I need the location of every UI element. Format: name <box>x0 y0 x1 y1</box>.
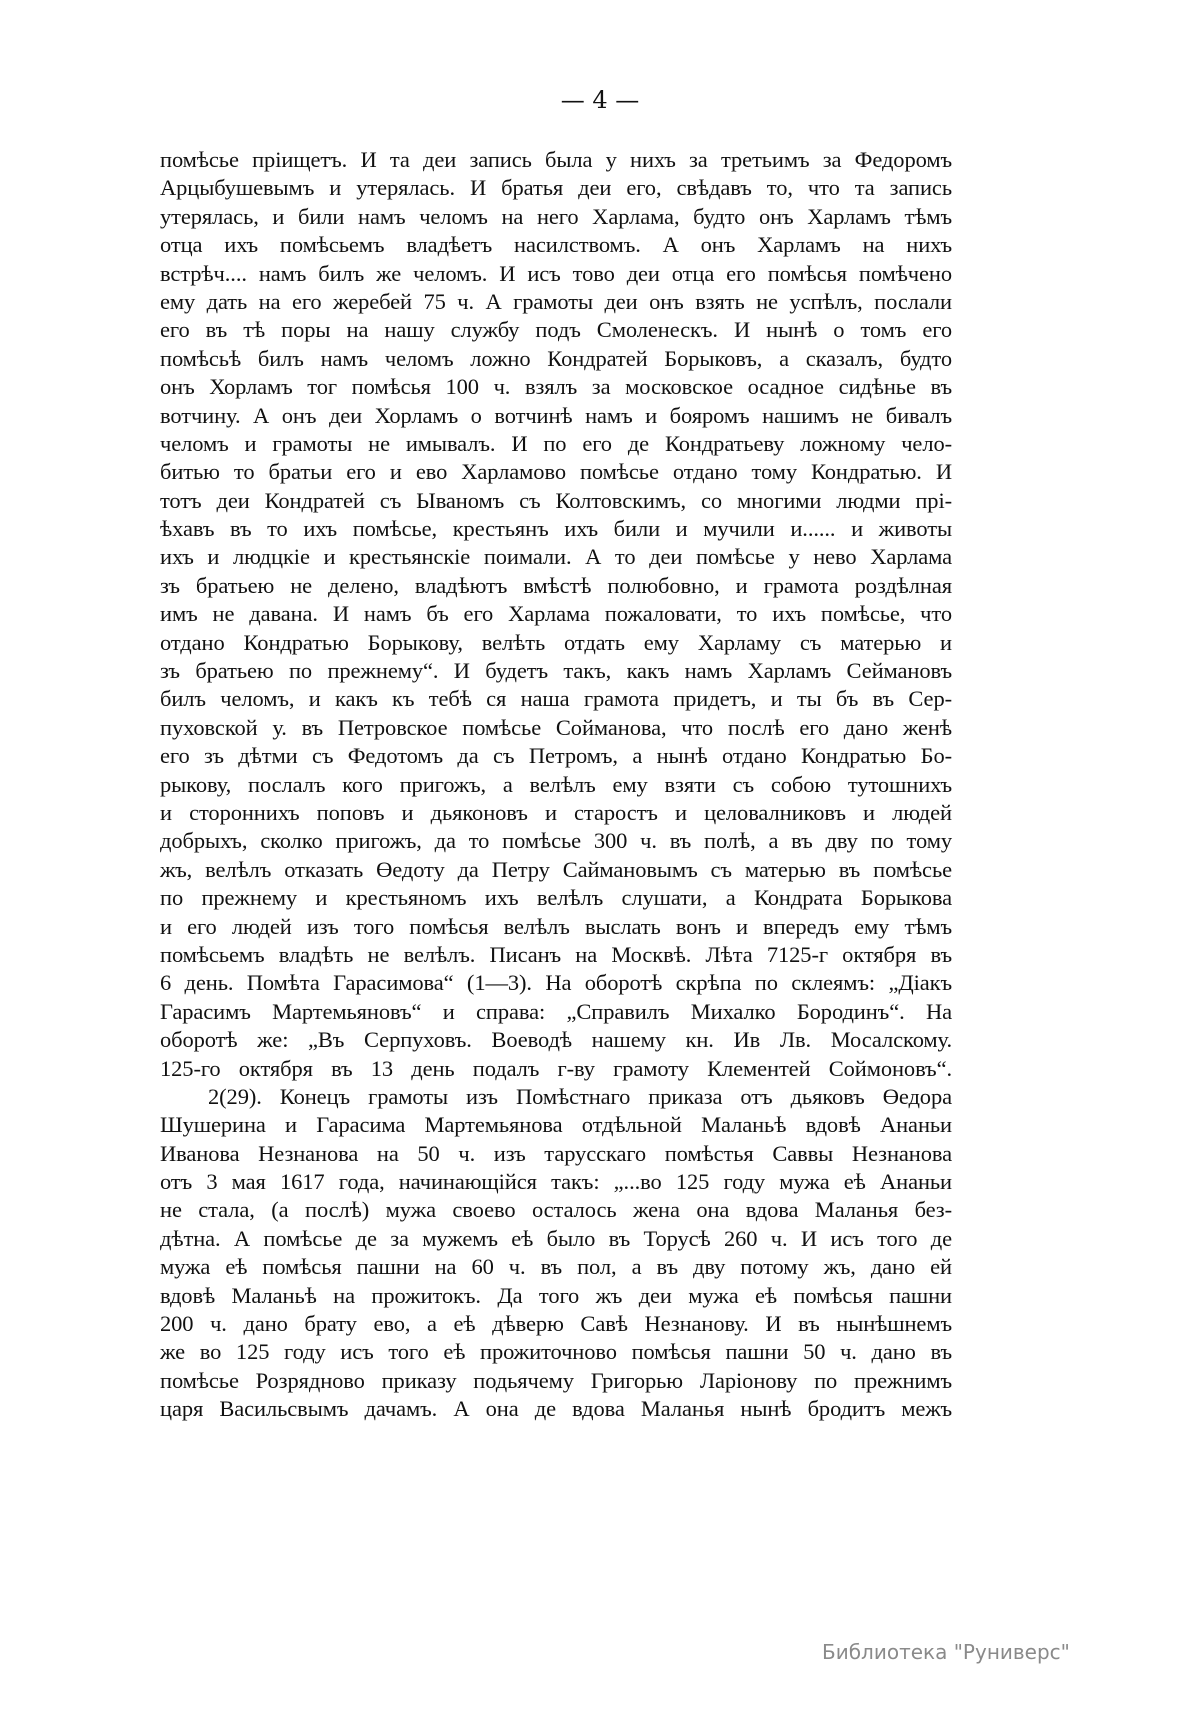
text-line: по прежнему и крестьяномъ ихъ велѣлъ слушати, а Кондрата Борыкова <box>160 885 952 911</box>
text-line: жъ, велѣлъ отказать Өедоту да Петру Саймановымъ съ матерью въ помѣсье <box>160 856 952 882</box>
text-line: ихъ и людцкіе и крестьянскіе поимали. А то деи помѣсье у нево Харлама <box>160 544 952 570</box>
text-line: вдовѣ Маланьѣ на прожитокъ. Да того жъ деи мужа еѣ помѣсья пашни <box>160 1282 952 1308</box>
text-line: отъ 3 мая 1617 года, начинающійся такъ: „...во 125 году мужа еѣ Ананьи <box>160 1169 952 1195</box>
text-line: имъ не давана. И намъ бъ его Харлама пожаловати, то ихъ помѣсье, что <box>160 601 952 627</box>
text-line: челомъ и грамоты не имывалъ. И по его де Кондратьеву ложному чело- <box>160 430 952 456</box>
text-line: помѣсьемъ владѣть не велѣлъ. Писанъ на Москвѣ. Лѣта 7125-г октября въ <box>160 941 952 967</box>
page-number: — 4 — <box>560 86 640 114</box>
text-line: зъ братьею не делено, владѣютъ вмѣстѣ полюбовно, и грамота роздѣлная <box>160 572 952 598</box>
text-line: помѣсье Розрядново приказу подьячему Григорью Ларіонову по прежнимъ <box>160 1367 952 1393</box>
text-line: помѣсье пріищетъ. И та деи запись была у нихъ за третьимъ за Федоромъ <box>160 147 952 172</box>
text-line: и его людей изъ того помѣсья велѣлъ выслать вонъ и впередъ ему тѣмъ <box>160 913 952 939</box>
text-line: вотчину. А онъ деи Хорламъ о вотчинѣ намъ и бояромъ нашимъ не бивалъ <box>160 402 952 428</box>
text-line: Иванова Незнанова на 50 ч. изъ тарусскаго помѣстья Саввы Незнанова <box>160 1140 952 1166</box>
library-watermark: Библиотека "Руниверс" <box>822 1640 1070 1664</box>
text-line: 6 день. Помѣта Гарасимова“ (1—3). На оборотѣ скрѣпа по склеямъ: „Діакъ <box>160 970 952 996</box>
text-line: Арцыбушевымъ и утерялась. И братья деи его, свѣдавъ то, что та запись <box>160 175 952 201</box>
text-line: зъ братьею по прежнему“. И будетъ такъ, какъ намъ Харламъ Сеймановъ <box>160 658 952 684</box>
text-line: Гарасимъ Мартемьяновъ“ и справа: „Справилъ Михалко Бородинъ“. На <box>160 998 952 1024</box>
body-text <box>160 146 952 1424</box>
text-line: 200 ч. дано брату ево, а еѣ дѣверю Савѣ Незнанову. И въ нынѣшнемъ <box>160 1311 952 1337</box>
text-line: отца ихъ помѣсьемъ владѣетъ насилствомъ. А онъ Харламъ на нихъ <box>160 232 952 258</box>
text-line: онъ Хорламъ тог помѣсья 100 ч. взялъ за московское осадное сидѣнье въ <box>160 374 952 400</box>
text-line: тотъ деи Кондратей съ Ываномъ съ Колтовскимъ, со многими людми прі- <box>160 487 952 513</box>
text-line: утерялась, и били намъ челомъ на него Харлама, будто онъ Харламъ тѣмъ <box>160 203 952 229</box>
text-line: не стала, (а послѣ) мужа своево осталось жена она вдова Маланья без- <box>160 1197 952 1223</box>
paragraph-start-line: 2(29). Конецъ грамоты изъ Помѣстнаго приказа отъ дьяковъ Өедора <box>208 1083 952 1109</box>
text-line: ѣхавъ въ то ихъ помѣсье, крестьянъ ихъ били и мучили и...... и животы <box>160 516 952 542</box>
text-line: дѣтна. А помѣсье де за мужемъ еѣ было въ Торусѣ 260 ч. И исъ того де <box>160 1225 952 1251</box>
text-line: оборотѣ же: „Въ Серпуховъ. Воеводѣ нашему кн. Ив Лв. Мосалскому. <box>160 1027 952 1053</box>
text-line: помѣсьѣ билъ намъ челомъ ложно Кондратей Борыковъ, а сказалъ, будто <box>160 345 952 371</box>
text-line: же во 125 году исъ того еѣ прожиточново помѣсья пашни 50 ч. дано въ <box>160 1339 952 1365</box>
text-line: 125-го октября въ 13 день подалъ г-ву грамоту Клементей Соймоновъ“. <box>160 1055 952 1081</box>
text-line: Шушерина и Гарасима Мартемьянова отдѣльной Маланьѣ вдовѣ Ананьи <box>160 1112 952 1138</box>
text-line: билъ челомъ, и какъ къ тебѣ ся наша грамота придетъ, и ты бъ въ Сер- <box>160 686 952 712</box>
text-line: его въ тѣ поры на нашу службу подъ Смоленескъ. И нынѣ о томъ его <box>160 317 952 343</box>
text-line: царя Васильсвымъ дачамъ. А она де вдова Маланья нынѣ бродитъ межъ <box>160 1396 952 1422</box>
text-line: мужа еѣ помѣсья пашни на 60 ч. въ пол, а въ дву потому жъ, дано ей <box>160 1254 952 1280</box>
text-line: рыкову, послалъ кого пригожъ, а велѣлъ ему взяти съ собою тутошнихъ <box>160 771 952 797</box>
text-line: битью то братьи его и ево Харламово помѣсье отдано тому Кондратью. И <box>160 459 952 485</box>
text-line: ему дать на его жеребей 75 ч. А грамоты деи онъ взять не успѣлъ, послали <box>160 288 952 314</box>
text-line: встрѣч.... намъ билъ же челомъ. И исъ тово деи отца его помѣсья помѣчено <box>160 260 952 286</box>
text-line: пуховской у. въ Петровское помѣсье Сойманова, что послѣ его дано женѣ <box>160 714 952 740</box>
text-line: и стороннихъ поповъ и дьяконовъ и старостъ и целовалниковъ и людей <box>160 799 952 825</box>
text-line: его зъ дѣтми съ Федотомъ да съ Петромъ, а нынѣ отдано Кондратью Бо- <box>160 743 952 769</box>
text-line: отдано Кондратью Борыкову, велѣть отдать ему Харламу съ матерью и <box>160 629 952 655</box>
text-line: добрыхъ, сколко пригожъ, да то помѣсье 300 ч. въ полѣ, а въ дву по тому <box>160 828 952 854</box>
